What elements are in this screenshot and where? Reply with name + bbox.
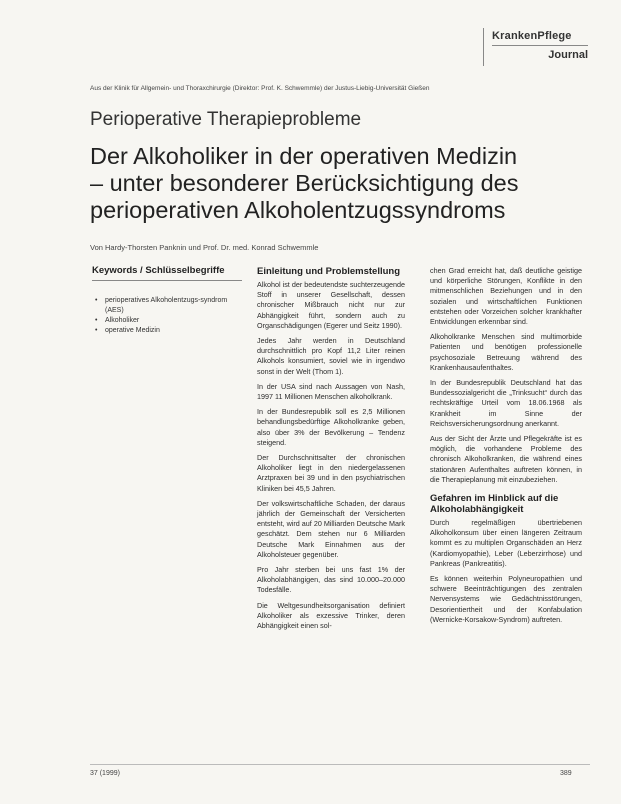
keyword-item: • Alkoholiker — [95, 316, 245, 326]
paragraph: Es können weiterhin Polyneuropathien und schwere Beeinträchtigungen des zentralen Nervensystems wie Gedächtnisstörungen, Desorientiertheit und der Konfabulation (Wernicke-Korsakow-Syndrom) auftreten. — [430, 574, 582, 624]
section-heading-intro: Einleitung und Problemstellung — [257, 266, 401, 277]
title-line: – unter besonderer Berücksichtigung des — [90, 170, 519, 196]
section-heading-dangers: Gefahren im Hinblick auf die Alkoholabhängigkeit — [430, 493, 559, 516]
paragraph: Jedes Jahr werden in Deutschland durchschnittlich pro Kopf 11,2 Liter reinen Alkohols konsumiert, soviel wie in irgendwo sonst in der Welt (Thom 1). — [257, 336, 405, 376]
authors: Von Hardy-Thorsten Panknin und Prof. Dr. med. Konrad Schwemmle — [90, 243, 319, 252]
paragraph: Durch regelmäßigen übertriebenen Alkoholkonsum über einen längeren Zeitraum kommt es zu multiplen Organschäden an Herz (Kardiomyopathie), Leber (Leberzirrhose) und Pankreas (Pankreatitis). — [430, 518, 582, 568]
column-right — [430, 266, 582, 630]
journal-subname: Journal — [548, 49, 588, 61]
paragraph: Der Durchschnittsalter der chronischen Alkoholiker liegt in den niedergelassenen Arztpraxen bei 39 und in den psychiatrischen Kliniken bei 45,5 Jahren. — [257, 453, 405, 493]
footer-divider — [90, 764, 590, 765]
paragraph: Die Weltgesundheitsorganisation definiert Alkoholiker als exzessive Trinker, deren Abhängigkeit einen sol- — [257, 600, 405, 631]
paragraph: Alkoholkranke Menschen sind multimorbide Patienten und benötigen professionelle psychosoziale Betreuung während des Krankenhausaufenthaltes. — [430, 332, 582, 372]
paragraph: Pro Jahr sterben bei uns fast 1% der Alkoholabhängigen, das sind 10.000–20.000 Todesfälle. — [257, 565, 405, 595]
keywords-list — [95, 296, 245, 336]
title-line: Der Alkoholiker in der operativen Medizin — [90, 143, 518, 169]
paragraph: Der volkswirtschaftliche Schaden, der daraus jährlich der Gemeinschaft der Versicherten entsteht, wird auf 20 Milliarden Deutsche Mark geschätzt. Dem stehen nur 6 Milliarden Deutsche Mark Einnahmen aus der Alkoholsteuer gegenüber. — [257, 498, 405, 559]
paragraph: In der USA sind nach Aussagen von Nash, 1997 11 Millionen Menschen alkoholkrank. — [257, 381, 405, 402]
paragraph: In der Bundesrepublik Deutschland hat das Bundessozialgericht die „Trinksucht“ durch das rechtskräftige Urteil vom 18.06.1968 als Krankheit im Sinne der Reichsversicherungsordnung anerkannt. — [430, 378, 582, 428]
section-title: Perioperative Therapieprobleme — [90, 109, 362, 130]
footer-volume: 37 (1999) — [90, 770, 120, 777]
journal-logo — [483, 28, 590, 66]
article-title — [90, 143, 600, 224]
affiliation: Aus der Klinik für Allgemein- und Thoraxchirurgie (Direktor: Prof. K. Schwemmle) der Justus-Liebig-Universität Gießen — [90, 85, 430, 92]
paragraph: chen Grad erreicht hat, daß deutliche geistige und körperliche Störungen, Konflikte in den mitmenschlichen Beziehungen und in den sozialen und wirtschaftlichen Funktionen entstehen oder Vorzeichen solcher krankhafter Entwicklungen erkennbar sind. — [430, 266, 582, 327]
page-number: 389 — [560, 770, 572, 777]
paragraph: In der Bundesrepublik soll es 2,5 Millionen behandlungsbedürftige Alkoholkranke geben, also über 3% der Bevölkerung – Tendenz steigend. — [257, 407, 405, 447]
paragraph: Alkohol ist der bedeutendste suchterzeugende Stoff in unserer Gesellschaft, dessen chronischer Mißbrauch nicht nur zur Abhängigkeit führt, sondern auch zu Organschädigungen (Egerer und Seitz 1990). — [257, 280, 405, 330]
keyword-item: • operative Medizin — [95, 326, 245, 336]
paragraph: Aus der Sicht der Ärzte und Pflegekräfte ist es möglich, die vorhandene Probleme des chronisch Alkoholkranken, die während eines stationären Aufenthaltes auftreten können, in die Therapieplanung mit einzubeziehen. — [430, 434, 582, 484]
keyword-item: • perioperatives Alkoholentzugs-syndrom (AES) — [95, 296, 245, 316]
journal-name: KrankenPflege — [492, 30, 588, 46]
keywords-heading: Keywords / Schlüsselbegriffe — [92, 265, 242, 281]
title-line: perioperativen Alkoholentzugssyndroms — [90, 197, 506, 223]
column-middle — [257, 266, 405, 636]
